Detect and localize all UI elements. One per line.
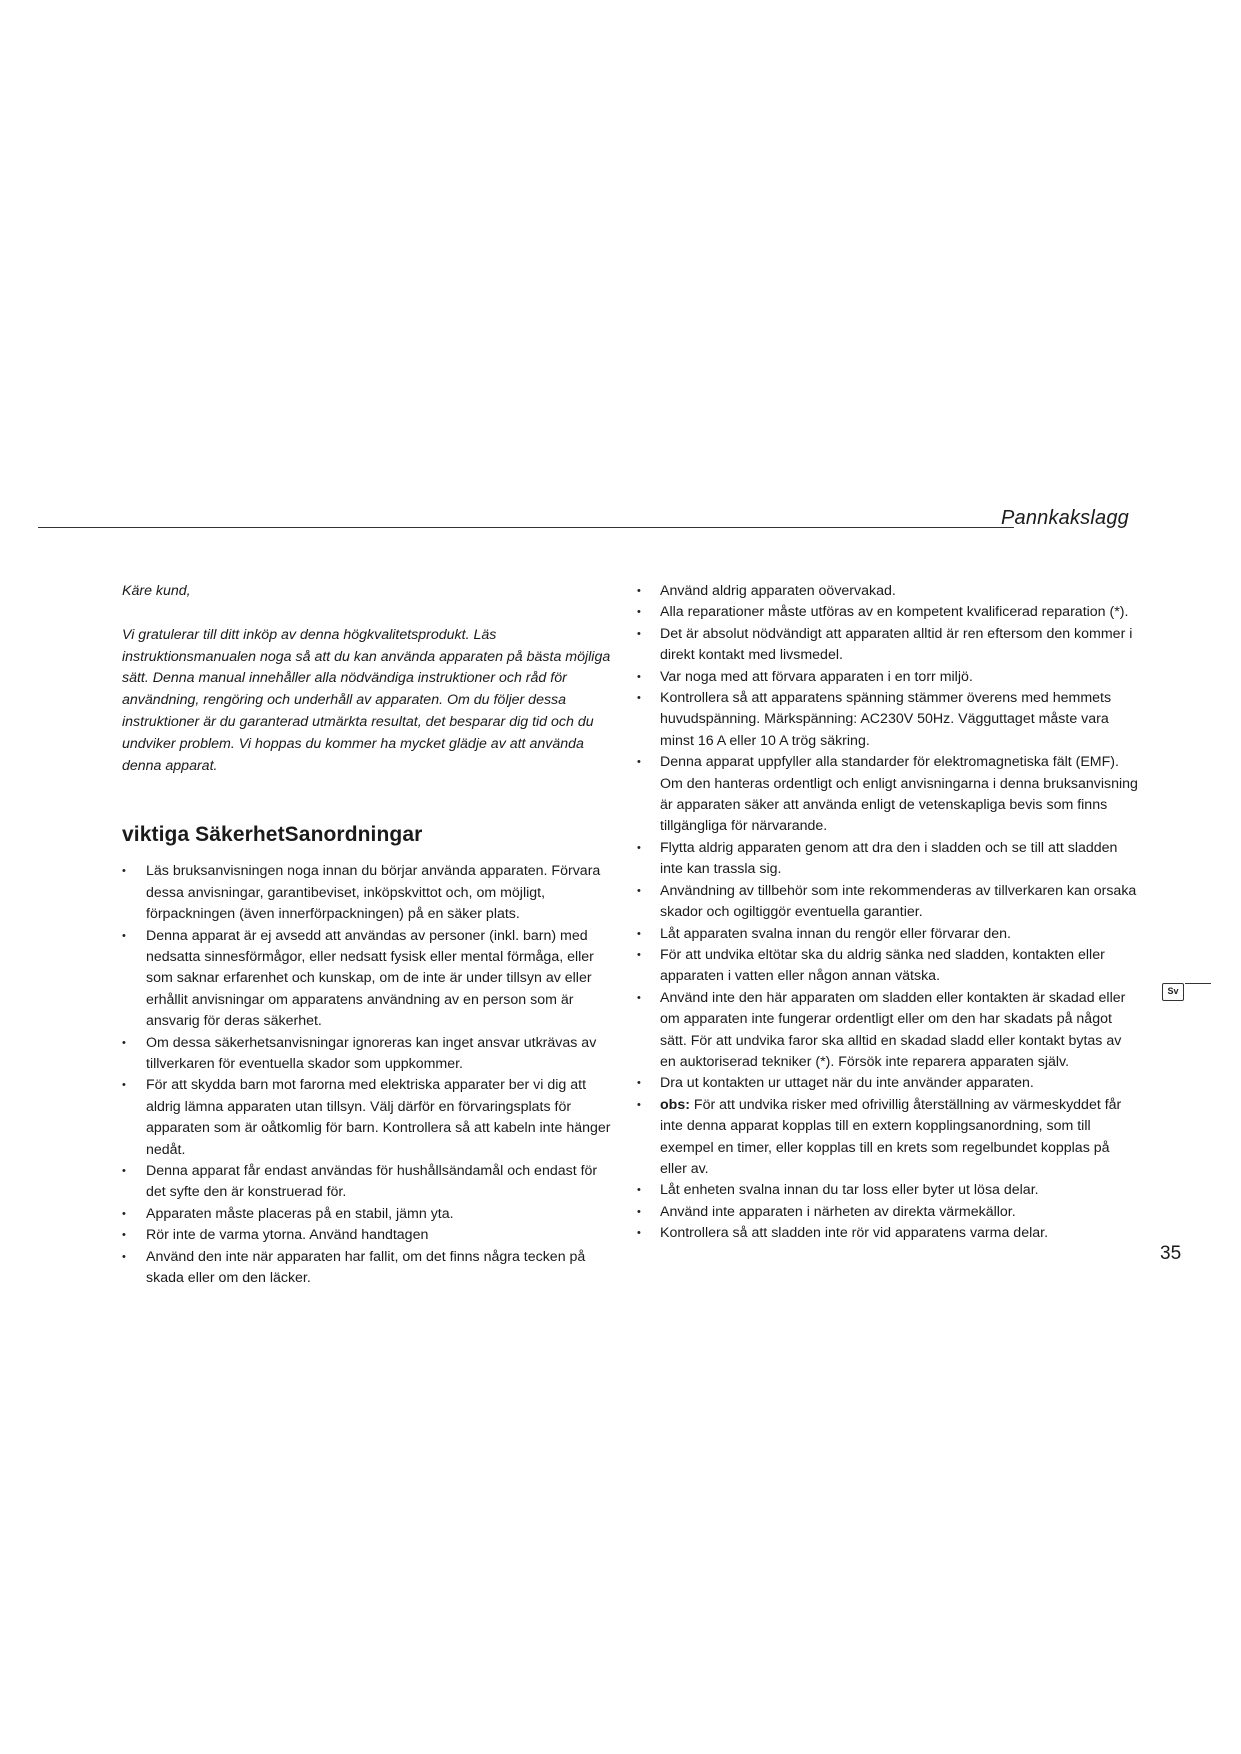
list-item: • Dra ut kontakten ur uttaget när du inte använder apparaten. [636, 1073, 1140, 1094]
list-item: • Det är absolut nödvändigt att apparaten alltid är ren eftersom den kommer i direkt kontakt med livsmedel. [636, 624, 1140, 667]
intro [122, 581, 620, 777]
intro-body: Vi gratulerar till ditt inköp av denna högkvalitetsprodukt. Läs instruktionsmanualen noga så att du kan använda apparaten på bästa möjliga sätt. Denna manual innehåller alla nödvändiga instruktioner och råd för användning, rengöring och underhåll av apparaten. Om du följer dessa instruktioner är du garanterad utmärkta resultat, det besparar dig tid och du undviker problem. Vi hoppas du kommer ha mycket glädje av att använda denna apparat. [122, 626, 611, 774]
language-tab-line [1185, 983, 1211, 984]
page-number: 35 [1160, 1243, 1182, 1264]
list-item: • Flytta aldrig apparaten genom att dra den i sladden och se till att sladden inte kan trassla sig. [636, 838, 1140, 881]
list-item: • Rör inte de varma ytorna. Använd handtagen [122, 1225, 620, 1246]
note-text: För att undvika risker med ofrivillig återställning av värmeskyddet får inte denna apparat kopplas till en extern kopplingsanordning, som till exempel en timer, eller kopplas till en krets som regelbundet kopplas på eller av. [660, 1096, 1122, 1177]
list-item: • Denna apparat får endast användas för hushållsändamål och endast för det syfte den är konstruerad för. [122, 1161, 620, 1204]
list-item: • För att undvika eltötar ska du aldrig sänka ned sladden, kontakten eller apparaten i vatten eller någon annan vätska. [636, 945, 1140, 988]
list-item: • Låt apparaten svalna innan du rengör eller förvarar den. [636, 924, 1140, 945]
section-heading: viktiga SäkerhetSanordningar [122, 823, 423, 847]
list-item: • Använd den inte när apparaten har fallit, om det finns några tecken på skada eller om den läcker. [122, 1247, 620, 1290]
header-rule [38, 527, 1014, 528]
list-item: • Kontrollera så att sladden inte rör vid apparatens varma delar. [636, 1223, 1140, 1244]
list-item: • Läs bruksanvisningen noga innan du börjar använda apparaten. Förvara dessa anvisningar, garantibeviset, inköpskvittot och, om möjligt, förpackningen (även innerförpackningen) på en säker plats. [122, 861, 620, 925]
list-item: • Använd inte den här apparaten om sladden eller kontakten är skadad eller om apparaten inte fungerar ordentligt eller om den har skadats på något sätt. För att undvika faror ska alltid en skadad sladd eller kontakt bytas av en auktoriserad tekniker (*). Försök inte reparera apparaten själv. [636, 988, 1140, 1074]
intro-greeting: Käre kund, [122, 583, 191, 599]
list-item: • Om dessa säkerhetsanvisningar ignoreras kan inget ansvar utkrävas av tillverkaren för eventuella skador som uppkommer. [122, 1033, 620, 1076]
right-bullet-list [636, 581, 1140, 1245]
list-item: • Använd inte apparaten i närheten av direkta värmekällor. [636, 1202, 1140, 1223]
list-item: • Användning av tillbehör som inte rekommenderas av tillverkaren kan orsaka skador och ogiltiggör eventuella garantier. [636, 881, 1140, 924]
list-item: • Var noga med att förvara apparaten i en torr miljö. [636, 667, 1140, 688]
header-title: Pannkakslagg [1000, 507, 1129, 529]
left-column [122, 581, 620, 1290]
left-bullet-list [122, 861, 620, 1289]
list-item: • Apparaten måste placeras på en stabil, jämn yta. [122, 1204, 620, 1225]
list-item: • Alla reparationer måste utföras av en kompetent kvalificerad reparation (*). [636, 602, 1140, 623]
note-item [636, 1095, 1140, 1181]
list-item: • Denna apparat uppfyller alla standarder för elektromagnetiska fält (EMF). Om den hanteras ordentligt och enligt anvisningarna i denna bruksanvisning är apparaten säker att använda enligt de vetenskapliga bevis som finns tillgängliga för närvarande. [636, 752, 1140, 838]
list-item: • Använd aldrig apparaten oövervakad. [636, 581, 1140, 602]
right-column [636, 581, 1140, 1245]
list-item: • Låt enheten svalna innan du tar loss eller byter ut lösa delar. [636, 1180, 1140, 1201]
note-label: obs: [660, 1096, 690, 1113]
language-tab: Sv [1162, 983, 1184, 1001]
list-item: • Kontrollera så att apparatens spänning stämmer överens med hemmets huvudspänning. Märkspänning: AC230V 50Hz. Vägguttaget måste vara minst 16 A eller 10 A trög säkring. [636, 688, 1140, 752]
list-item: • För att skydda barn mot farorna med elektriska apparater ber vi dig att aldrig lämna apparaten utan tillsyn. Välj därför en förvaringsplats för apparaten som är oåtkomlig för barn. Kontrollera så att kabeln inte hänger nedåt. [122, 1075, 620, 1161]
list-item: • Denna apparat är ej avsedd att användas av personer (inkl. barn) med nedsatta sinnesförmågor, eller nedsatt fysisk eller mental förmåga, eller som saknar erfarenhet och kunskap, om de inte är under tillsyn av eller erhållit anvisningar om apparatens användning av en person som är ansvarig för deras säkerhet. [122, 926, 620, 1033]
